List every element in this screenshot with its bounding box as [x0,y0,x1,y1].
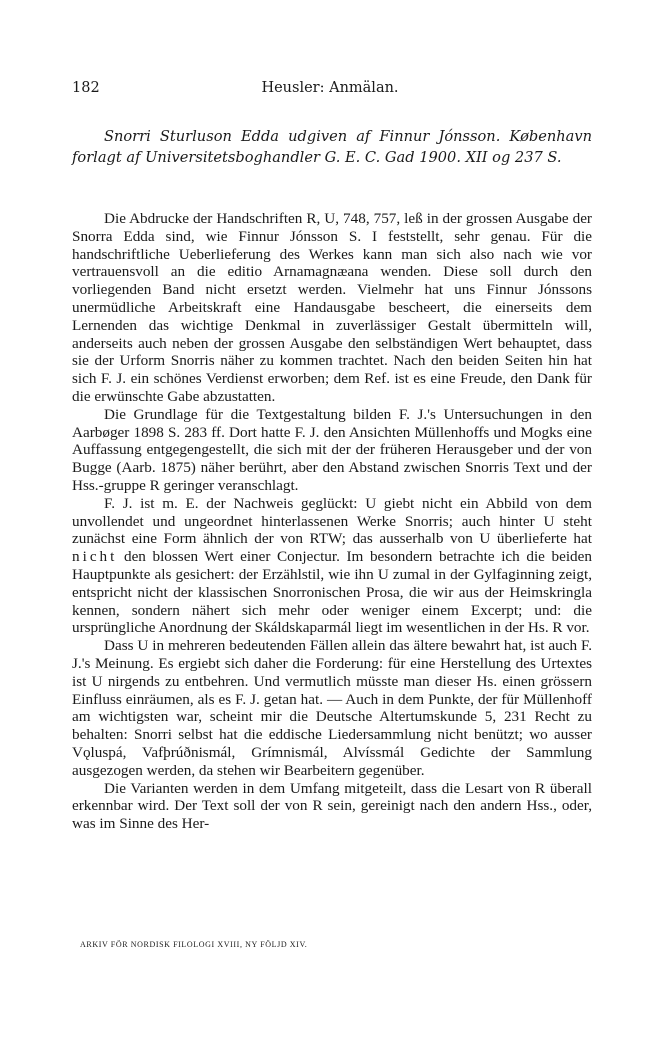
footer-signature: ARKIV FÖR NORDISK FILOLOGI XVIII, NY FÖLJD XIV. [80,940,308,949]
paragraph-3-part-2: den blossen Wert einer Conjectur. Im besondern betrachte ich die beiden Hauptpunkte als gesichert: der Erzählstil, wie ihn U zumal in der Gylfaginning zeigt, entspricht nicht der klassischen Snorronischen Prosa, die wir aus der Heimskringla kennen, sondern nähert sich mehr oder weniger einem Excerpt; und: die ursprüngliche Anordnung der Skáldskaparmál liegt im wesentlichen in der Hs. R vor. [72,548,592,637]
paragraph-3-part-1: F. J. ist m. E. der Nachweis geglückt: U giebt nicht ein Abbild von dem unvollendet und ungeordnet hinterlassenen Werke Snorris; auch hinter U steht zunächst eine Form ähnlich der von RTW; das ausserhalb von U überlieferte hat [72,494,592,548]
emphasized-word: nicht [72,548,118,566]
paragraph-2: Die Grundlage für die Textgestaltung bilden F. J.'s Untersuchungen in den Aarbøger 1898 S. 283 ff. Dort hatte F. J. den Ansichten Müllenhoffs und Mogks eine Auffassung entgegengestellt, die sich mit der der früheren Herausgeber und der von Bugge (Aarb. 1875) näher berührt, aber den Abstand zwischen Snorris Text und der Hss.-gruppe R geringer veranschlagt. [72,405,592,494]
running-head-title: Heusler: Anmälan. [261,80,399,96]
paragraph-3 [72,495,592,637]
page-number: 182 [72,80,100,96]
running-head [72,80,588,100]
paragraph-4: Dass U in mehreren bedeutenden Fällen allein das ältere bewahrt hat, ist auch F. J.'s Meinung. Es ergiebt sich daher die Forderung: für eine Herstellung des Urtextes ist U nirgends zu entbehren. Und vermutlich müsste man dieser Hs. einen grössern Einfluss einräumen, als es F. J. getan hat. — Auch in dem Punkte, der für Müllenhoff am wichtigsten war, scheint mir die Deutsche Altertumskunde 5, 231 Recht zu behalten: Snorri selbst hat die eddische Liedersammlung nicht benützt; wo ausser Vǫluspá, Vafþrúðnismál, Grímnismál, Alvíssmál Gedichte der Sammlung ausgezogen werden, da stehen wir Bearbeitern gegenüber. [72,637,592,779]
review-citation: Snorri Sturluson Edda udgiven af Finnur Jónsson. København forlagt af Universitetsboghandler G. E. C. Gad 1900. XII og 237 S. [72,128,592,167]
review-body [72,210,592,833]
paragraph-1: Die Abdrucke der Handschriften R, U, 748, 757, leß in der grossen Ausgabe der Snorra Edda sind, wie Finnur Jónsson S. I feststellt, sehr genau. Für die handschriftliche Ueberlieferung des Werkes kann man sich also nach wie vor vertrauensvoll an die editio Arnamagnæana wenden. Diese soll durch den vorliegenden Band nicht ersetzt werden. Vielmehr hat uns Finnur Jónssons unermüdliche Arbeitskraft eine Handausgabe bescheert, die einerseits dem Lernenden das wichtige Denkmal in zuverlässiger Gestalt übermitteln will, anderseits auch neben der grossen Ausgabe den selbständigen Wert behauptet, dass sie der Urform Snorris näher zu kommen trachtet. Nach den beiden Seiten hin hat sich F. J. ein schönes Verdienst erworben; dem Ref. ist es eine Freude, den Dank für die erwünschte Gabe abzustatten. [72,210,592,405]
paragraph-5: Die Varianten werden in dem Umfang mitgeteilt, dass die Lesart von R überall erkennbar wird. Der Text soll der von R sein, gereinigt nach den andern Hss., oder, was im Sinne des Her- [72,779,592,833]
